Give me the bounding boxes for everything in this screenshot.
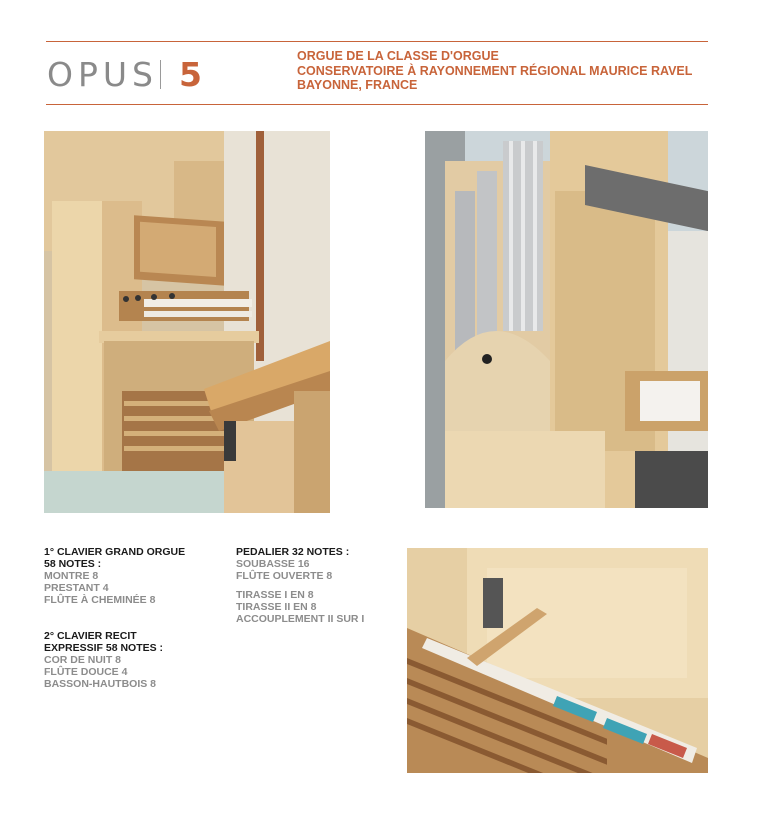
subtitle-line-2: CONSERVATOIRE À RAYONNEMENT RÉGIONAL MAURICE RAVEL — [297, 63, 693, 78]
clavier1-title-line-2: 58 NOTES : — [44, 558, 102, 570]
organ-case-photo — [425, 131, 708, 508]
clavier2-title-line-1: 2° CLAVIER RECIT — [44, 630, 137, 642]
organ-location-title — [297, 49, 692, 93]
pedalboard-photo — [407, 548, 708, 773]
clavier2-title-line-2: EXPRESSIF 58 NOTES : — [44, 642, 164, 654]
pedal-specification — [236, 546, 396, 625]
manuals-specification — [44, 546, 214, 690]
coupler-item: TIRASSE II EN 8 — [236, 601, 317, 613]
pedalier-stop: FLÛTE OUVERTE 8 — [236, 570, 333, 582]
clavier1-stop: FLÛTE À CHEMINÉE 8 — [44, 594, 156, 606]
coupler-item: ACCOUPLEMENT II SUR I — [236, 613, 365, 625]
clavier2-stop: BASSON-HAUTBOIS 8 — [44, 678, 157, 690]
clavier1-stop: PRESTANT 4 — [44, 582, 109, 594]
opus-divider — [160, 60, 161, 89]
clavier2-stop: FLÛTE DOUCE 4 — [44, 666, 128, 678]
coupler-item: TIRASSE I EN 8 — [236, 589, 314, 601]
opus-label: OPUS — [47, 55, 158, 94]
clavier1-title-line-1: 1° CLAVIER GRAND ORGUE — [44, 546, 186, 558]
clavier1-stop: MONTRE 8 — [44, 570, 99, 582]
clavier2-stop: COR DE NUIT 8 — [44, 654, 122, 666]
pedalier-title: PEDALIER 32 NOTES : — [236, 546, 350, 558]
header-top-rule — [46, 41, 708, 42]
header-bottom-rule — [46, 104, 708, 105]
opus-number: 5 — [179, 55, 202, 94]
pedalier-stop: SOUBASSE 16 — [236, 558, 310, 570]
subtitle-line-1: ORGUE DE LA CLASSE D'ORGUE — [297, 49, 499, 63]
organ-console-photo — [44, 131, 330, 513]
subtitle-line-3: BAYONNE, FRANCE — [297, 78, 418, 92]
